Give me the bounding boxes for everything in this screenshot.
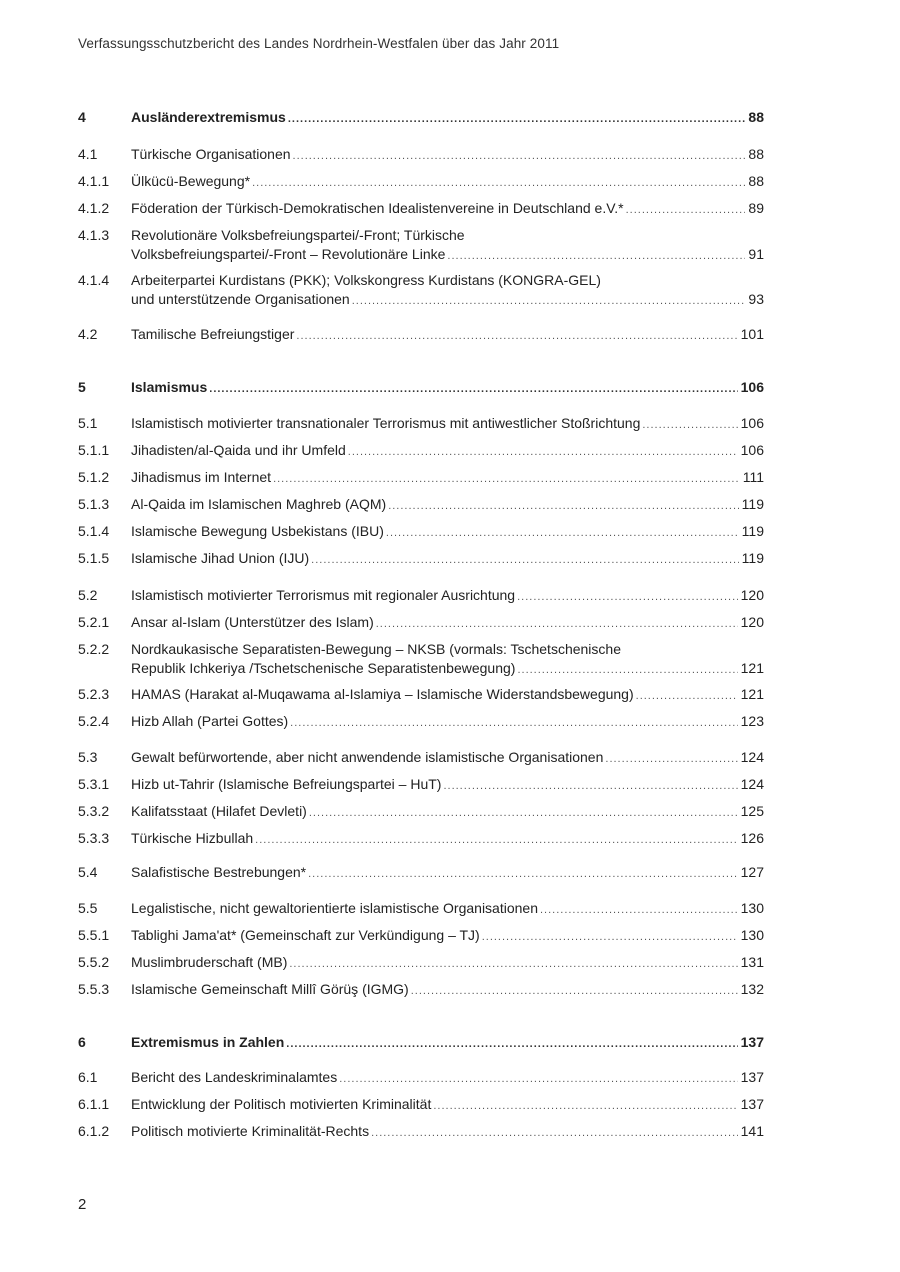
toc-entry-title: Jihadisten/al-Qaida und ihr Umfeld: [131, 442, 346, 458]
running-header: Verfassungsschutzbericht des Landes Nordrhein-Westfalen über das Jahr 2011: [78, 36, 560, 51]
toc-entry-number: 4.1.3: [78, 227, 110, 243]
toc-entry-number: 5.5.1: [78, 927, 110, 943]
toc-entry-title-line: Nordkaukasische Separatisten-Bewegung – NKSB (vormals: Tschetschenische: [131, 641, 621, 657]
toc-entry-title: Ülkücü-Bewegung*: [131, 173, 251, 189]
toc-entry-page: 131: [740, 954, 764, 970]
dot-leader: [339, 1070, 737, 1089]
dot-leader: [252, 174, 745, 193]
toc-entry-number: 5.3.2: [78, 803, 110, 819]
toc-entry-title: und unterstützende Organisationen: [131, 291, 350, 307]
toc-entry-title: Volksbefreiungspartei/-Front – Revolutionäre Linke: [131, 246, 446, 262]
toc-entry-number: 6.1.2: [78, 1123, 110, 1139]
toc-entry[interactable]: [78, 145, 764, 166]
toc-entry-number: 5.2.1: [78, 614, 110, 630]
toc-entry-number: 4.1: [78, 146, 98, 162]
dot-leader: [348, 443, 738, 462]
dot-leader: [290, 714, 737, 733]
toc-entry-number: 5.2.2: [78, 641, 110, 657]
dot-leader: [296, 327, 737, 346]
toc-entry-title: Entwicklung der Politisch motivierten Kriminalität: [131, 1096, 432, 1112]
toc-entry-title: Tablighi Jama'at* (Gemeinschaft zur Verkündigung – TJ): [131, 927, 480, 943]
toc-entry[interactable]: [78, 748, 764, 769]
toc-entry-page: 120: [740, 587, 764, 603]
toc-entry[interactable]: [78, 522, 764, 543]
toc-entry-page: 141: [740, 1123, 764, 1139]
dot-leader: [371, 1124, 738, 1143]
toc-entry-title: Politisch motivierte Kriminalität-Rechts: [131, 1123, 370, 1139]
toc-entry-page: 119: [741, 496, 764, 512]
toc-entry[interactable]: [78, 712, 764, 733]
toc-entry-title: Ansar al-Islam (Unterstützer des Islam): [131, 614, 374, 630]
toc-entry-page: 137: [740, 1034, 764, 1050]
toc-entry-title: Hizb ut-Tahrir (Islamische Befreiungspartei – HuT): [131, 776, 442, 792]
toc-entry-title: Republik Ichkeriya /Tschetschenische Separatistenbewegung): [131, 660, 516, 676]
toc-entry-number: 4.1.2: [78, 200, 110, 216]
dot-leader: [286, 1035, 737, 1054]
toc-entry[interactable]: [78, 468, 764, 489]
toc-entry-number: 5.1.5: [78, 550, 110, 566]
toc-entry-page: 120: [740, 614, 764, 630]
toc-entry[interactable]: [78, 953, 764, 974]
toc-entry-page: 124: [740, 776, 764, 792]
toc-entry[interactable]: [78, 226, 764, 266]
toc-entry-number: 5.1.4: [78, 523, 110, 539]
toc-entry-page: 106: [740, 442, 764, 458]
toc-entry-page: 137: [740, 1096, 764, 1112]
toc-entry-page: 124: [740, 749, 764, 765]
toc-entry-title: Islamistisch motivierter transnationaler Terrorismus mit antiwestlicher Stoßrichtung: [131, 415, 641, 431]
toc-entry-title: Ausländerextremismus: [131, 109, 286, 125]
toc-entry-page: 127: [740, 864, 764, 880]
toc-entry-number: 5.5: [78, 900, 98, 916]
toc-entry-number: 5.2.4: [78, 713, 110, 729]
toc-entry-title: Gewalt befürwortende, aber nicht anwendende islamistische Organisationen: [131, 749, 604, 765]
dot-leader: [386, 524, 739, 543]
toc-entry[interactable]: [78, 1033, 764, 1054]
toc-entry-page: 88: [748, 109, 764, 125]
toc-entry-page: 88: [748, 146, 764, 162]
toc-entry-page: 88: [748, 173, 764, 189]
toc-entry[interactable]: [78, 926, 764, 947]
toc-entry-number: 5.3: [78, 749, 98, 765]
toc-entry-number: 4.1.1: [78, 173, 110, 189]
toc-entry-title: Islamische Jihad Union (IJU): [131, 550, 310, 566]
toc-entry-page: 132: [740, 981, 764, 997]
dot-leader: [443, 777, 737, 796]
toc-entry[interactable]: [78, 829, 764, 850]
dot-leader: [293, 147, 746, 166]
toc-entry[interactable]: [78, 802, 764, 823]
dot-leader: [605, 750, 737, 769]
toc-entry-page: 106: [740, 415, 764, 431]
toc-entry-page: 111: [742, 469, 764, 485]
toc-entry[interactable]: [78, 325, 764, 346]
toc-entry[interactable]: [78, 1122, 764, 1143]
toc-entry-number: 5.1.1: [78, 442, 110, 458]
toc-entry-title: Islamismus: [131, 379, 208, 395]
dot-leader: [289, 955, 737, 974]
toc-entry-number: 5.1.3: [78, 496, 110, 512]
toc-entry-title-line: Arbeiterpartei Kurdistans (PKK); Volkskongress Kurdistans (KONGRA-GEL): [131, 272, 601, 288]
toc-entry-title: Kalifatsstaat (Hilafet Devleti): [131, 803, 307, 819]
dot-leader: [288, 110, 746, 129]
toc-entry[interactable]: [78, 549, 764, 570]
toc-entry[interactable]: [78, 414, 764, 435]
toc-entry-title: Tamilische Befreiungstiger: [131, 326, 295, 342]
toc-entry-title: Islamistisch motivierter Terrorismus mit regionaler Ausrichtung: [131, 587, 516, 603]
toc-entry-number: 4.2: [78, 326, 98, 342]
toc-entry-page: 130: [740, 927, 764, 943]
toc-entry-page: 125: [740, 803, 764, 819]
toc-entry-title: HAMAS (Harakat al-Muqawama al-Islamiya – Islamische Widerstandsbewegung): [131, 686, 634, 702]
toc-entry-number: 6.1.1: [78, 1096, 110, 1112]
dot-leader: [352, 292, 746, 311]
toc-entry[interactable]: [78, 495, 764, 516]
toc-entry-title: Extremismus in Zahlen: [131, 1034, 285, 1050]
toc-entry[interactable]: [78, 613, 764, 634]
toc-entry-page: 130: [740, 900, 764, 916]
toc-entry-page: 137: [740, 1069, 764, 1085]
toc-entry-page: 119: [741, 523, 764, 539]
dot-leader: [311, 551, 739, 570]
toc-entry-number: 5.2.3: [78, 686, 110, 702]
dot-leader: [447, 247, 745, 266]
toc-entry-title: Jihadismus im Internet: [131, 469, 272, 485]
dot-leader: [636, 687, 738, 706]
dot-leader: [517, 661, 737, 680]
toc-entry-title: Türkische Hizbullah: [131, 830, 254, 846]
toc-entry[interactable]: [78, 199, 764, 220]
toc-entry-page: 101: [740, 326, 764, 342]
toc-entry[interactable]: [78, 980, 764, 1001]
toc-entry-page: 89: [748, 200, 764, 216]
toc-entry-title: Türkische Organisationen: [131, 146, 291, 162]
toc-entry-title: Hizb Allah (Partei Gottes): [131, 713, 289, 729]
toc-entry-number: 4: [78, 109, 86, 125]
toc-entry-page: 91: [748, 246, 764, 262]
toc-entry-number: 5.5.3: [78, 981, 110, 997]
toc-entry[interactable]: [78, 586, 764, 607]
toc-entry[interactable]: [78, 863, 764, 884]
dot-leader: [255, 831, 737, 850]
toc-entry-number: 5.4: [78, 864, 98, 880]
toc-entry[interactable]: [78, 378, 764, 399]
dot-leader: [308, 865, 738, 884]
toc-entry-number: 5: [78, 379, 86, 395]
dot-leader: [376, 615, 738, 634]
page-number: 2: [78, 1196, 87, 1213]
toc-entry-number: 4.1.4: [78, 272, 110, 288]
toc-entry[interactable]: [78, 172, 764, 193]
dot-leader: [642, 416, 737, 435]
toc-entry-number: 5.2: [78, 587, 98, 603]
toc-entry-title: Föderation der Türkisch-Demokratischen Idealistenvereine in Deutschland e.V.*: [131, 200, 624, 216]
toc-entry-page: 119: [741, 550, 764, 566]
toc-entry-title: Islamische Bewegung Usbekistans (IBU): [131, 523, 384, 539]
toc-entry[interactable]: [78, 640, 764, 680]
dot-leader: [626, 201, 746, 220]
toc-entry-title: Al-Qaida im Islamischen Maghreb (AQM): [131, 496, 387, 512]
toc-entry-title-line: Revolutionäre Volksbefreiungspartei/-Front; Türkische: [131, 227, 465, 243]
dot-leader: [411, 982, 738, 1001]
dot-leader: [517, 588, 738, 607]
dot-leader: [540, 901, 738, 920]
toc-entry[interactable]: [78, 775, 764, 796]
toc-entry-number: 5.5.2: [78, 954, 110, 970]
toc-entry[interactable]: [78, 1095, 764, 1116]
toc-entry-title: Bericht des Landeskriminalamtes: [131, 1069, 338, 1085]
toc-entry-page: 121: [740, 686, 764, 702]
toc-entry-title: Legalistische, nicht gewaltorientierte islamistische Organisationen: [131, 900, 538, 916]
toc-entry[interactable]: [78, 685, 764, 706]
toc-entry-number: 5.3.1: [78, 776, 110, 792]
toc-entry-title: Islamische Gemeinschaft Millî Görüş (IGMG): [131, 981, 409, 997]
toc-entry[interactable]: [78, 271, 764, 311]
toc-entry-title: Salafistische Bestrebungen*: [131, 864, 307, 880]
toc-entry[interactable]: [78, 108, 764, 129]
dot-leader: [388, 497, 738, 516]
toc-entry[interactable]: [78, 899, 764, 920]
toc-entry-number: 5.3.3: [78, 830, 110, 846]
toc-entry-page: 126: [740, 830, 764, 846]
toc-entry-page: 106: [740, 379, 764, 395]
toc-entry[interactable]: [78, 1068, 764, 1089]
toc-entry-page: 93: [748, 291, 764, 307]
toc-entry-page: 123: [740, 713, 764, 729]
dot-leader: [433, 1097, 737, 1116]
dot-leader: [482, 928, 738, 947]
toc-entry[interactable]: [78, 441, 764, 462]
toc-entry-page: 121: [740, 660, 764, 676]
dot-leader: [273, 470, 740, 489]
toc-entry-number: 6: [78, 1034, 86, 1050]
toc-entry-title: Muslimbruderschaft (MB): [131, 954, 288, 970]
dot-leader: [309, 804, 738, 823]
toc-entry-number: 6.1: [78, 1069, 98, 1085]
toc-entry-number: 5.1.2: [78, 469, 110, 485]
toc-entry-number: 5.1: [78, 415, 98, 431]
dot-leader: [209, 380, 737, 399]
